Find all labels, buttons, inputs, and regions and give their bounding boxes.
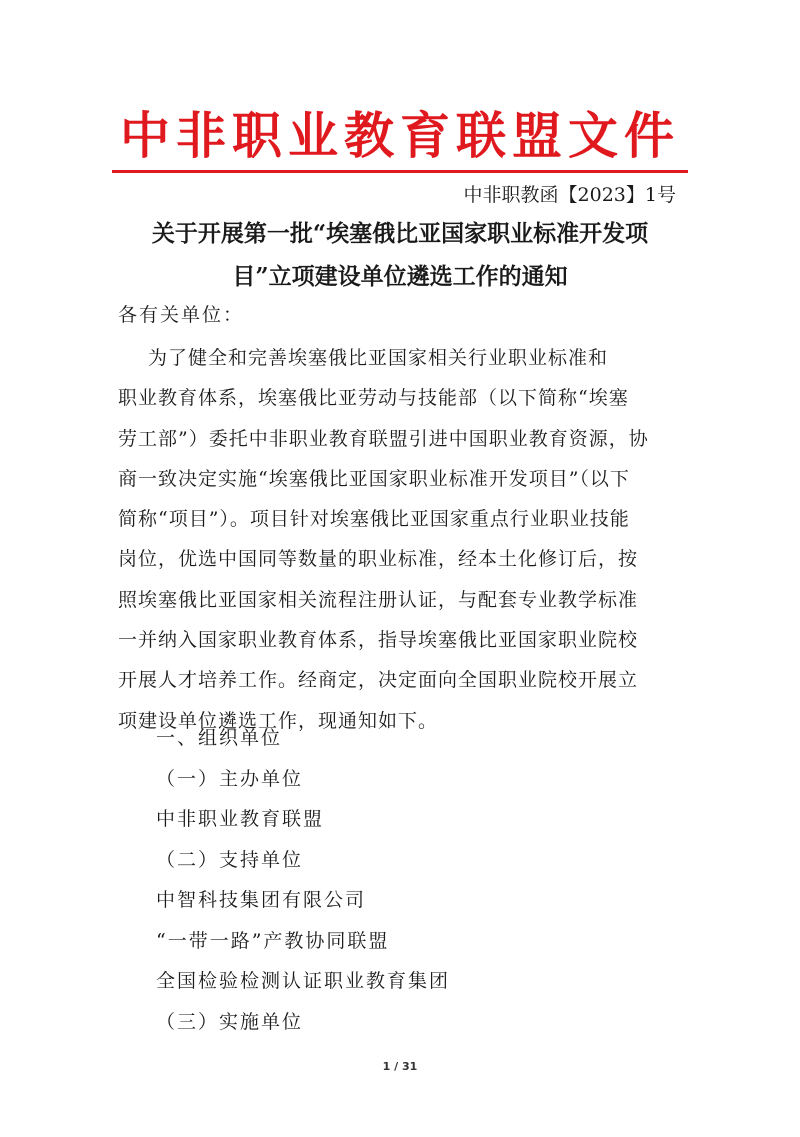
body-line: 开展人才培养工作。经商定，决定面向全国职业院校开展立 [118, 669, 639, 692]
salutation: 各有关单位： [118, 304, 245, 326]
document-number: 中非职教函【2023】1号 [463, 184, 676, 206]
body-line: 商一致决定实施“埃塞俄比亚国家职业标准开发项目”（以下 [118, 467, 630, 490]
subsection-heading: （二）支持单位 [156, 848, 304, 871]
body-line: 为了健全和完善埃塞俄比亚国家相关行业职业标准和 [148, 347, 609, 369]
body-line: 照埃塞俄比亚国家相关流程注册认证，与配套专业教学标准 [118, 588, 639, 611]
notice-title-line: 目”立项建设单位遴选工作的通知 [232, 263, 568, 290]
body-line: 一并纳入国家职业教育体系，指导埃塞俄比亚国家职业院校 [118, 629, 639, 652]
body-line: 岗位，优选中国同等数量的职业标准，经本土化修订后，按 [118, 548, 639, 571]
notice-title [112, 212, 688, 298]
header-red-rule [112, 170, 688, 173]
page-number: 1 / 31 [382, 1060, 418, 1073]
notice-title-line: 关于开展第一批“埃塞俄比亚国家职业标准开发项 [151, 220, 649, 247]
body-line: 职业教育体系，埃塞俄比亚劳动与技能部（以下简称“埃塞 [118, 387, 629, 410]
organization-name: “一带一路”产教协同联盟 [156, 929, 390, 952]
body-line: 劳工部”）委托中非职业教育联盟引进中国职业教育资源，协 [118, 427, 649, 450]
body-line: 项建设单位遴选工作，现通知如下。 [118, 709, 439, 732]
organization-name: 中非职业教育联盟 [156, 808, 325, 830]
section-heading: 一、组织单位 [156, 727, 283, 749]
body-paragraph [118, 338, 690, 741]
document-header-title: 中非职业教育联盟文件 [120, 107, 680, 165]
organization-name: 中智科技集团有限公司 [156, 889, 367, 911]
outline-list [156, 718, 450, 1042]
subsection-heading: （三）实施单位 [156, 1010, 304, 1033]
subsection-heading: （一）主办单位 [156, 767, 304, 790]
body-line: 简称“项目”）。项目针对埃塞俄比亚国家重点行业职业技能 [118, 508, 630, 531]
organization-name: 全国检验检测认证职业教育集团 [156, 970, 451, 992]
